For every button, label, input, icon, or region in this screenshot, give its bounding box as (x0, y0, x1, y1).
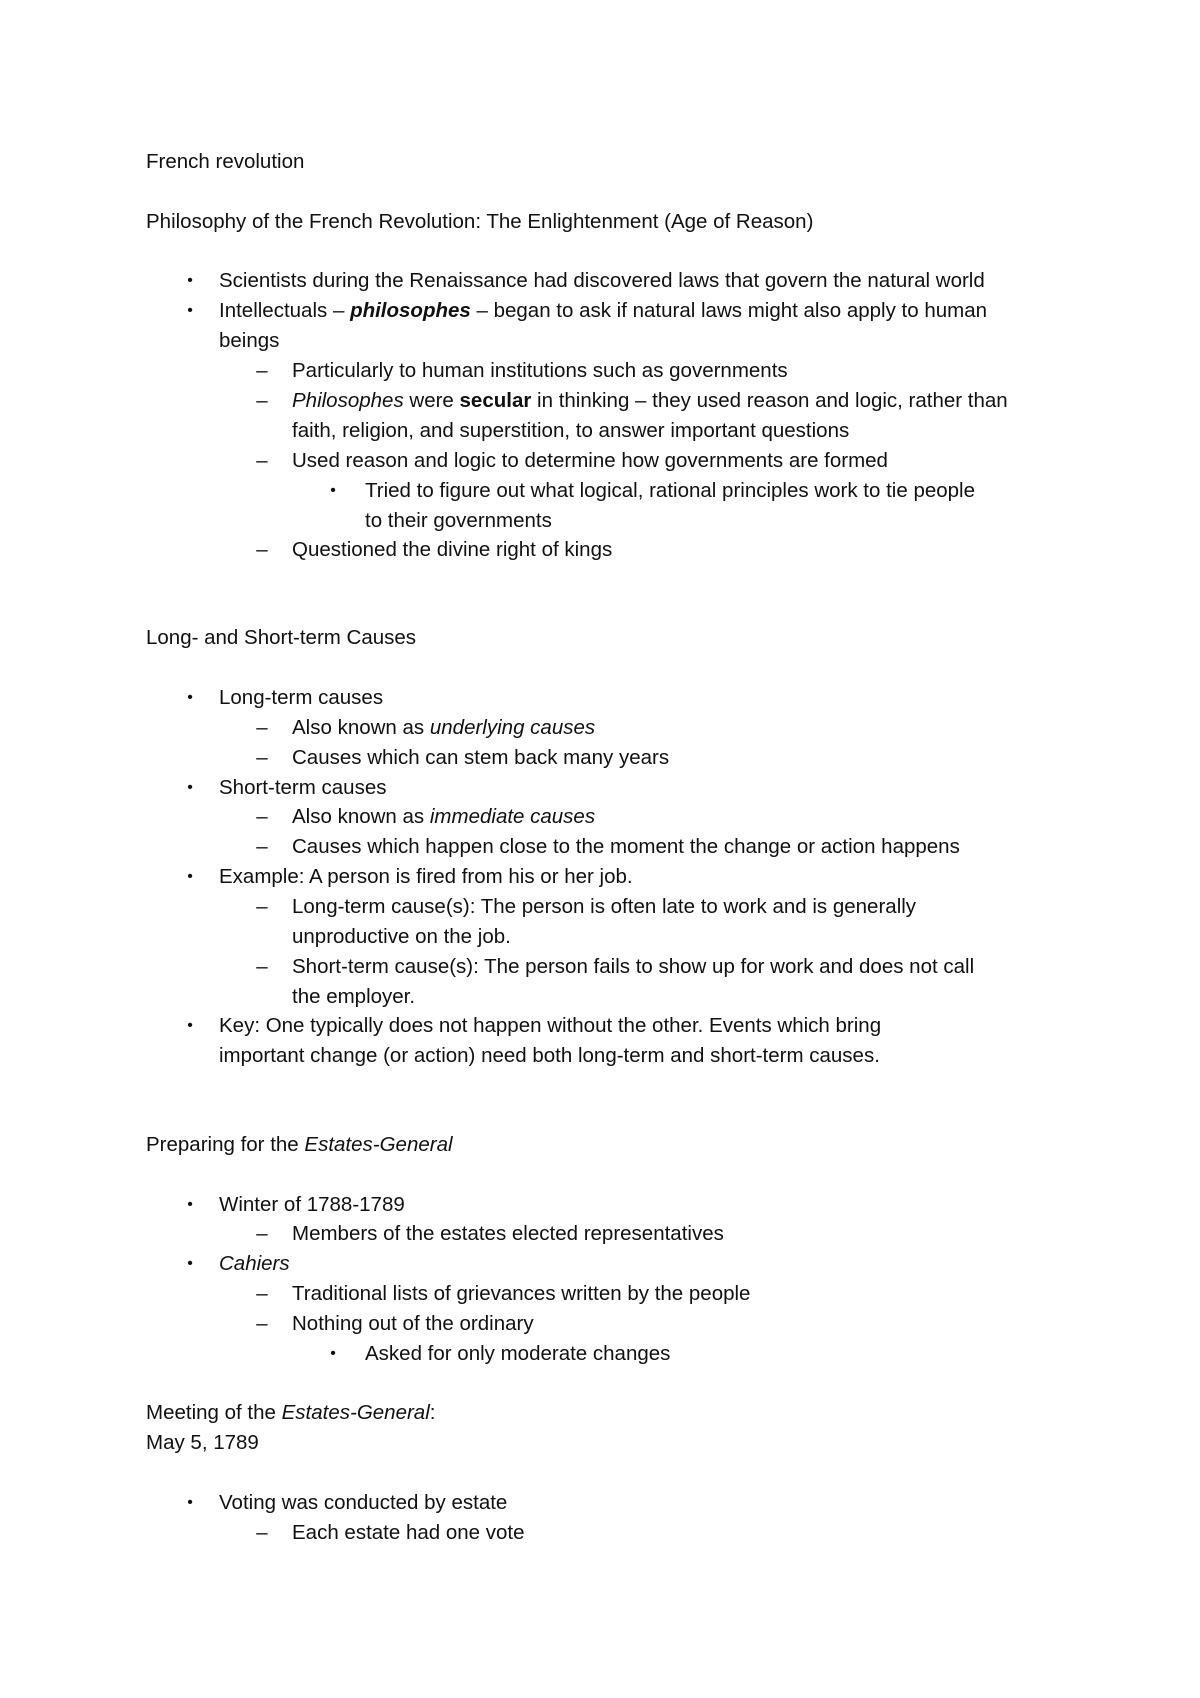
list-item: Intellectuals – philosophes – began to ask if natural laws might also apply to human (219, 299, 988, 322)
sub-list-item: Causes which can stem back many years (292, 746, 670, 769)
sub-list-item: Causes which happen close to the moment the change or action happens (292, 835, 960, 858)
bullet-marker: • (330, 482, 336, 499)
sub-list-item: Members of the estates elected representatives (292, 1222, 724, 1245)
bullet-marker: • (187, 1494, 193, 1511)
sub-list-item: Questioned the divine right of kings (292, 538, 613, 561)
sub-sub-list-item: Tried to figure out what logical, rational principles work to tie people (365, 479, 976, 502)
list-item: Winter of 1788-1789 (219, 1193, 405, 1216)
list-item: Long-term causes (219, 686, 384, 709)
sub-list-item: Short-term cause(s): The person fails to show up for work and does not call (292, 955, 975, 978)
list-item-continuation: beings (219, 329, 280, 352)
dash-marker: – (256, 895, 268, 918)
dash-marker: – (256, 1222, 268, 1245)
dash-marker: – (256, 955, 268, 978)
document-title: French revolution (146, 150, 305, 173)
sub-list-item: Also known as underlying causes (292, 716, 596, 739)
list-item: Short-term causes (219, 776, 387, 799)
dash-marker: – (256, 1282, 268, 1305)
dash-marker: – (256, 449, 268, 472)
bullet-marker: • (187, 1255, 193, 1272)
bullet-marker: • (187, 302, 193, 319)
dash-marker: – (256, 359, 268, 382)
bullet-marker: • (187, 868, 193, 885)
list-item: Scientists during the Renaissance had discovered laws that govern the natural world (219, 269, 985, 292)
list-item-continuation: important change (or action) need both long-term and short-term causes. (219, 1044, 880, 1067)
sub-list-item-continuation: the employer. (292, 985, 416, 1008)
sub-sub-list-item: Asked for only moderate changes (365, 1342, 671, 1365)
dash-marker: – (256, 746, 268, 769)
sub-list-item: Long-term cause(s): The person is often late to work and is generally (292, 895, 917, 918)
sub-list-item: Particularly to human institutions such as governments (292, 359, 788, 382)
section-heading-philosophy: Philosophy of the French Revolution: The Enlightenment (Age of Reason) (146, 210, 814, 233)
list-item: Example: A person is fired from his or her job. (219, 865, 633, 888)
dash-marker: – (256, 1312, 268, 1335)
dash-marker: – (256, 716, 268, 739)
bullet-marker: • (187, 689, 193, 706)
section-heading-causes: Long- and Short-term Causes (146, 626, 417, 649)
sub-list-item: Each estate had one vote (292, 1521, 525, 1544)
sub-list-item-continuation: unproductive on the job. (292, 925, 511, 948)
bullet-marker: • (187, 779, 193, 796)
dash-marker: – (256, 538, 268, 561)
section-heading-preparing: Preparing for the Estates-General (146, 1133, 453, 1156)
dash-marker: – (256, 835, 268, 858)
list-item: Voting was conducted by estate (219, 1491, 508, 1514)
section-heading-meeting: Meeting of the Estates-General: (146, 1401, 436, 1424)
bullet-marker: • (187, 272, 193, 289)
bullet-marker: • (330, 1345, 336, 1362)
dash-marker: – (256, 805, 268, 828)
sub-list-item: Nothing out of the ordinary (292, 1312, 534, 1335)
sub-list-item-continuation: faith, religion, and superstition, to answer important questions (292, 419, 850, 442)
sub-sub-list-item-continuation: to their governments (365, 509, 552, 532)
dash-marker: – (256, 389, 268, 412)
bullet-marker: • (187, 1017, 193, 1034)
dash-marker: – (256, 1521, 268, 1544)
list-item: Cahiers (219, 1252, 290, 1275)
sub-list-item: Also known as immediate causes (292, 805, 596, 828)
meeting-date: May 5, 1789 (146, 1431, 259, 1454)
bullet-marker: • (187, 1196, 193, 1213)
sub-list-item: Traditional lists of grievances written by the people (292, 1282, 751, 1305)
sub-list-item: Philosophes were secular in thinking – they used reason and logic, rather than (292, 389, 1008, 412)
sub-list-item: Used reason and logic to determine how governments are formed (292, 449, 888, 472)
list-item: Key: One typically does not happen without the other. Events which bring (219, 1014, 882, 1037)
